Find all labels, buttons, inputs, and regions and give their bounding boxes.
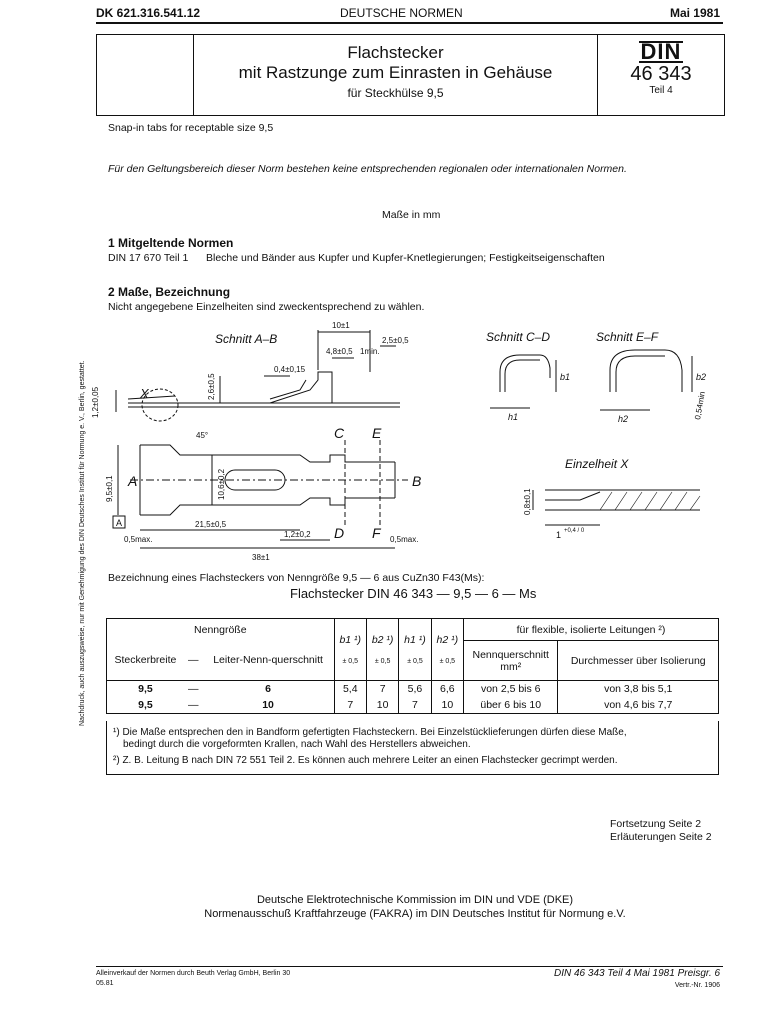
th-h1: h1 ¹) ± 0,5 bbox=[399, 619, 431, 681]
label-dim-10: 10±1 bbox=[332, 321, 350, 330]
continuation-1: Fortsetzung Seite 2 bbox=[610, 818, 702, 830]
label-dim-9-5: 9,5±0,1 bbox=[105, 475, 114, 502]
din-number: 46 343 bbox=[630, 63, 692, 85]
label-dim-2-6: 2,6±0,5 bbox=[207, 373, 216, 400]
label-dim-0-5max: 0,5max. bbox=[124, 535, 153, 544]
label-h1: h1 bbox=[508, 412, 519, 422]
din-part: Teil 4 bbox=[649, 85, 673, 96]
label-dim-45: 45° bbox=[196, 431, 209, 440]
designation-intro: Bezeichnung eines Flachsteckers von Nenngröße 9,5 — 6 aus CuZn30 F43(Ms): bbox=[108, 572, 485, 584]
th-steckerbreite: Steckerbreite bbox=[107, 641, 184, 681]
label-dim-2-5: 2,5±0,5 bbox=[382, 336, 409, 345]
th-b2: b2 ¹) ± 0,5 bbox=[366, 619, 398, 681]
units-note: Maße in mm bbox=[382, 209, 441, 221]
th-nennquerschnitt: Nennquerschnitt mm² bbox=[464, 641, 558, 681]
section-2-text: Nicht angegebene Einzelheiten sind zweckentsprechend zu wählen. bbox=[108, 301, 425, 313]
label-dim-38: 38±1 bbox=[252, 553, 270, 562]
label-b: B bbox=[412, 473, 422, 489]
section-cd-inner bbox=[505, 360, 540, 392]
tab-profile bbox=[160, 372, 332, 403]
section-cd-outer bbox=[500, 355, 550, 392]
note-1a: ¹) Die Maße entsprechen den in Bandform gefertigten Flachsteckern. Bei Einzelstücklieferungen dürfen diese Maße, bbox=[113, 727, 627, 738]
continuation-2: Erläuterungen Seite 2 bbox=[610, 831, 712, 843]
committee-2: Normenausschuß Kraftfahrzeuge (FAKRA) im DIN Deutsches Institut für Normung e.V. bbox=[204, 908, 626, 920]
label-schnitt-cd: Schnitt C–D bbox=[486, 330, 551, 344]
section-2-heading: 2 Maße, Bezeichnung bbox=[108, 285, 231, 299]
label-dim-10-6: 10,6±0,2 bbox=[217, 468, 226, 500]
label-a: A bbox=[128, 473, 138, 489]
table-notes bbox=[106, 721, 719, 775]
label-d: D bbox=[334, 525, 345, 541]
label-schnitt-ef: Schnitt E–F bbox=[596, 330, 659, 344]
label-dim-1-2b: 1,2±0,2 bbox=[284, 530, 311, 539]
label-dim-21-5: 21,5±0,5 bbox=[195, 520, 227, 529]
footer-left-2: 05.81 bbox=[96, 980, 114, 987]
footer-right-1: DIN 46 343 Teil 4 Mai 1981 Preisgr. 6 bbox=[553, 968, 720, 979]
din-logo: DIN bbox=[640, 39, 682, 64]
th-b1: b1 ¹) ± 0,5 bbox=[334, 619, 366, 681]
label-dim-0-5max-2: 0,5max. bbox=[390, 535, 419, 544]
dimensions-table bbox=[106, 618, 719, 714]
label-h2: h2 bbox=[618, 414, 629, 424]
th-durchmesser: Durchmesser über Isolierung bbox=[558, 641, 719, 681]
label-b2: b2 bbox=[696, 372, 707, 382]
section-ef-inner bbox=[616, 356, 665, 392]
th-dash: — bbox=[184, 641, 203, 681]
title-line-2: mit Rastzunge zum Einrasten in Gehäuse bbox=[238, 63, 553, 82]
english-title: Snap-in tabs for receptable size 9,5 bbox=[108, 122, 274, 134]
committee-1: Deutsche Elektrotechnische Kommission im DIN und VDE (DKE) bbox=[256, 894, 574, 906]
dk-number: DK 621.316.541.12 bbox=[96, 6, 201, 20]
label-einzelheit: Einzelheit X bbox=[565, 457, 629, 471]
latch-tongue bbox=[270, 380, 306, 399]
th-flex: für flexible, isolierte Leitungen ²) bbox=[464, 619, 719, 641]
label-box-a: A bbox=[116, 518, 123, 528]
label-x: X bbox=[140, 386, 149, 401]
label-dim-1: 1 bbox=[556, 530, 562, 540]
top-view-upper bbox=[140, 445, 395, 462]
label-dim-1min: 1min. bbox=[360, 347, 380, 356]
label-e: E bbox=[372, 425, 382, 441]
top-view-lower bbox=[140, 498, 395, 515]
note-2: ²) Z. B. Leitung B nach DIN 72 551 Teil 2. Es können auch mehrere Leiter an einen Flachstecker gecrimpt werden. bbox=[113, 755, 618, 766]
designation-example: Flachstecker DIN 46 343 — 9,5 — 6 — Ms bbox=[290, 586, 537, 601]
header-center: DEUTSCHE NORMEN bbox=[340, 6, 463, 20]
label-schnitt-ab: Schnitt A–B bbox=[215, 332, 278, 346]
label-dim-4-8: 4,8±0,5 bbox=[326, 347, 353, 356]
table-row: 9,5 — 6 5,4 7 5,6 6,6 von 2,5 bis 6 von 3,8 bis 5,1 bbox=[107, 681, 719, 698]
tab-tip bbox=[128, 396, 175, 399]
label-c: C bbox=[334, 425, 345, 441]
detail-x-hatch bbox=[600, 492, 700, 510]
label-b1: b1 bbox=[560, 372, 571, 382]
th-nenngroesse: Nenngröße bbox=[107, 619, 335, 641]
label-dim-0-4: 0,4±0,15 bbox=[274, 365, 306, 374]
section-1-ref: DIN 17 670 Teil 1 bbox=[108, 252, 189, 264]
th-leiter: Leiter-Nenn-querschnitt bbox=[203, 641, 335, 681]
section-1-text: Bleche und Bänder aus Kupfer und Kupfer-Knetlegierungen; Festigkeitseigenschaften bbox=[206, 252, 605, 264]
footer-rule bbox=[96, 966, 723, 967]
detail-x-chamfer bbox=[545, 492, 600, 500]
note-1b: bedingt durch die vorgeformten Krallen, nach Wahl des Herstellers abweichen. bbox=[123, 739, 471, 750]
th-h2: h2 ¹) ± 0,5 bbox=[431, 619, 463, 681]
section-1-heading: 1 Mitgeltende Normen bbox=[108, 236, 234, 250]
label-dim-0-8: 0,8±0,1 bbox=[523, 488, 532, 515]
title-line-3: für Steckhülse 9,5 bbox=[347, 86, 444, 100]
label-tol: +0,4 / 0 bbox=[564, 528, 585, 534]
header-date: Mai 1981 bbox=[669, 6, 720, 20]
label-dim-0-54: 0,54min bbox=[693, 390, 707, 421]
label-f: F bbox=[372, 525, 381, 541]
label-dim-1-2: 1,2±0,05 bbox=[91, 386, 100, 418]
footer-right-2: Vertr.-Nr. 1906 bbox=[674, 982, 720, 989]
scope-note: Für den Geltungsbereich dieser Norm bestehen keine entsprechenden regionalen oder internationalen Normen. bbox=[108, 163, 627, 175]
footer-left-1: Alleinverkauf der Normen durch Beuth Verlag GmbH, Berlin 30 bbox=[96, 970, 291, 977]
title-line-1: Flachstecker bbox=[347, 43, 444, 62]
table-row: 9,5 — 10 7 10 7 10 über 6 bis 10 von 4,6 bis 7,7 bbox=[107, 697, 719, 714]
